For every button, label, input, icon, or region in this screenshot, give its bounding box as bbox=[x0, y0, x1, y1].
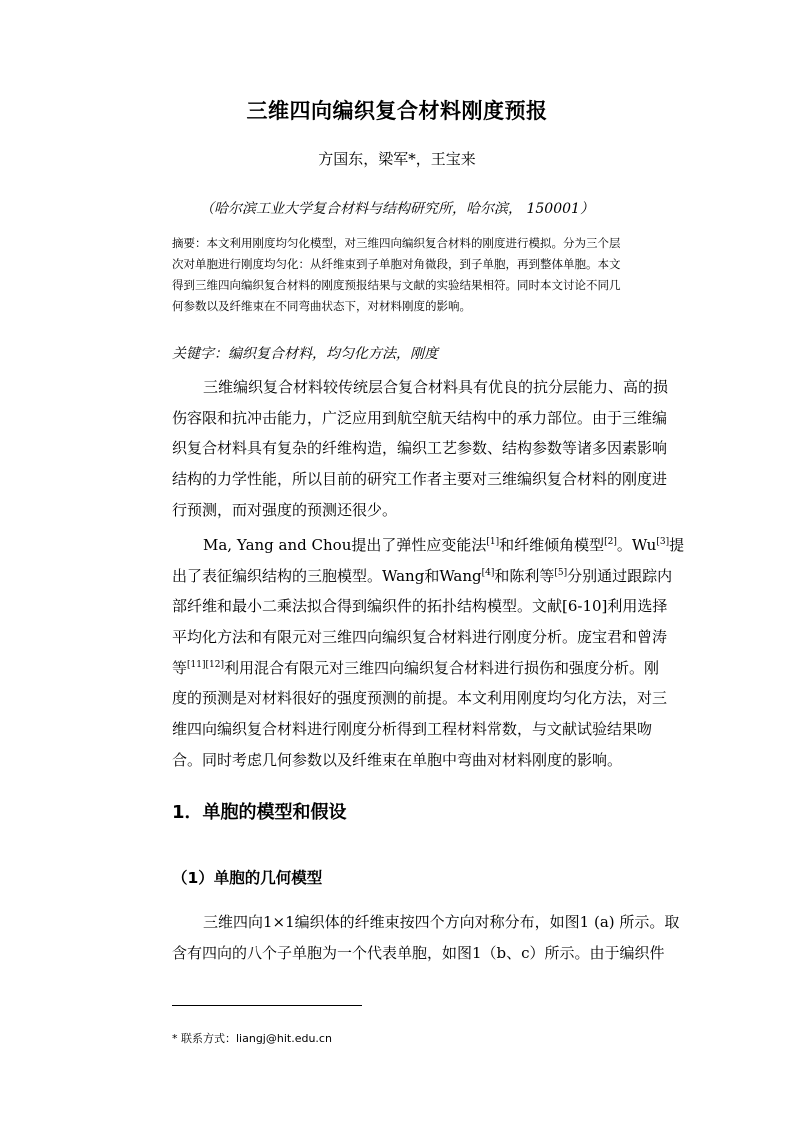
citation: [3] bbox=[656, 537, 670, 547]
text-run: Ma, Yang and Chou提出了弹性应变能法 bbox=[203, 536, 487, 554]
paragraph-line: 伤容限和抗冲击能力，广泛应用到航空航天结构中的承力部位。由于三维编 bbox=[172, 408, 668, 427]
paragraph-line: 结构的力学性能，所以目前的研究工作者主要对三维编织复合材料的刚度进 bbox=[172, 470, 668, 489]
footnote: * 联系方式：liangj@hit.edu.cn bbox=[172, 1032, 332, 1045]
paragraph-line bbox=[172, 530, 702, 561]
text-run: 和纤维倾角模型 bbox=[499, 536, 605, 554]
author-list: 方国东，梁军*，王宝来 bbox=[318, 150, 476, 168]
paragraph-line: 三维四向1×1编织体的纤维束按四个方向对称分布，如图1 (a) 所示。取 bbox=[203, 913, 680, 931]
text-run: 出了表征编织结构的三胞模型。Wang和Wang bbox=[172, 566, 482, 585]
citation: [4] bbox=[481, 567, 495, 578]
section-heading: 1．单胞的模型和假设 bbox=[172, 802, 347, 823]
paper-title: 三维四向编织复合材料刚度预报 bbox=[246, 98, 548, 123]
text-run: 和陈利等 bbox=[494, 566, 555, 585]
intro-paragraph-1 bbox=[172, 372, 702, 525]
subsection-heading: （1）单胞的几何模型 bbox=[172, 869, 323, 887]
keywords: 关键字：编织复合材料，均匀化方法，刚度 bbox=[172, 346, 438, 362]
paragraph-line: 行预测，而对强度的预测还很少。 bbox=[172, 500, 398, 519]
footnote-divider bbox=[172, 1005, 362, 1006]
section-paragraph bbox=[172, 907, 702, 968]
paragraph-line bbox=[172, 653, 702, 684]
paragraph-line bbox=[172, 561, 702, 592]
text-run: 利用混合有限元对三维四向编织复合材料进行损伤和强度分析。刚 bbox=[223, 658, 659, 677]
citation: [1] bbox=[486, 537, 500, 547]
citation: [2] bbox=[604, 537, 617, 547]
intro-paragraph-2 bbox=[172, 530, 702, 776]
abstract-line: 摘要：本文利用刚度均匀化模型，对三维四向编织复合材料的刚度进行模拟。分为三个层 bbox=[172, 236, 621, 250]
text-run: 分别通过跟踪内 bbox=[567, 566, 673, 585]
paragraph-line: 平均化方法和有限元对三维四向编织复合材料进行刚度分析。庞宝君和曾涛 bbox=[172, 628, 668, 647]
paragraph-line: 部纤维和最小二乘法拟合得到编织件的拓扑结构模型。文献[6-10]利用选择 bbox=[172, 597, 668, 616]
citation: [5] bbox=[554, 567, 568, 578]
paragraph-line: 维四向编织复合材料进行刚度分析得到工程材料常数，与文献试验结果吻 bbox=[172, 720, 653, 739]
abstract-line: 次对单胞进行刚度均匀化：从纤维束到子单胞对角微段，到子单胞，再到整体单胞。本文 bbox=[172, 257, 621, 271]
paragraph-line: 合。同时考虑几何参数以及纤维束在单胞中弯曲对材料刚度的影响。 bbox=[172, 750, 623, 769]
text-run: 提 bbox=[669, 536, 685, 554]
paragraph-line: 度的预测是对材料很好的强度预测的前提。本文利用刚度均匀化方法，对三 bbox=[172, 689, 668, 708]
abstract-line: 何参数以及纤维束在不同弯曲状态下，对材料刚度的影响。 bbox=[172, 299, 471, 313]
text-run: 。Wu bbox=[616, 536, 657, 554]
citation: [11][12] bbox=[187, 659, 224, 670]
abstract bbox=[172, 233, 692, 317]
paragraph-line: 含有四向的八个子单胞为一个代表单胞，如图1（b、c）所示。由于编织件 bbox=[172, 943, 665, 962]
paragraph-line: 织复合材料具有复杂的纤维构造，编织工艺参数、结构参数等诸多因素影响 bbox=[172, 439, 668, 458]
abstract-line: 得到三维四向编织复合材料的刚度预报结果与文献的实验结果相符。同时本文讨论不同几 bbox=[172, 278, 621, 292]
paragraph-line: 三维编织复合材料较传统层合复合材料具有优良的抗分层能力、高的损 bbox=[203, 378, 669, 396]
affiliation: （哈尔滨工业大学复合材料与结构研究所，哈尔滨， 150001） bbox=[200, 201, 594, 217]
text-run: 等 bbox=[172, 658, 188, 677]
